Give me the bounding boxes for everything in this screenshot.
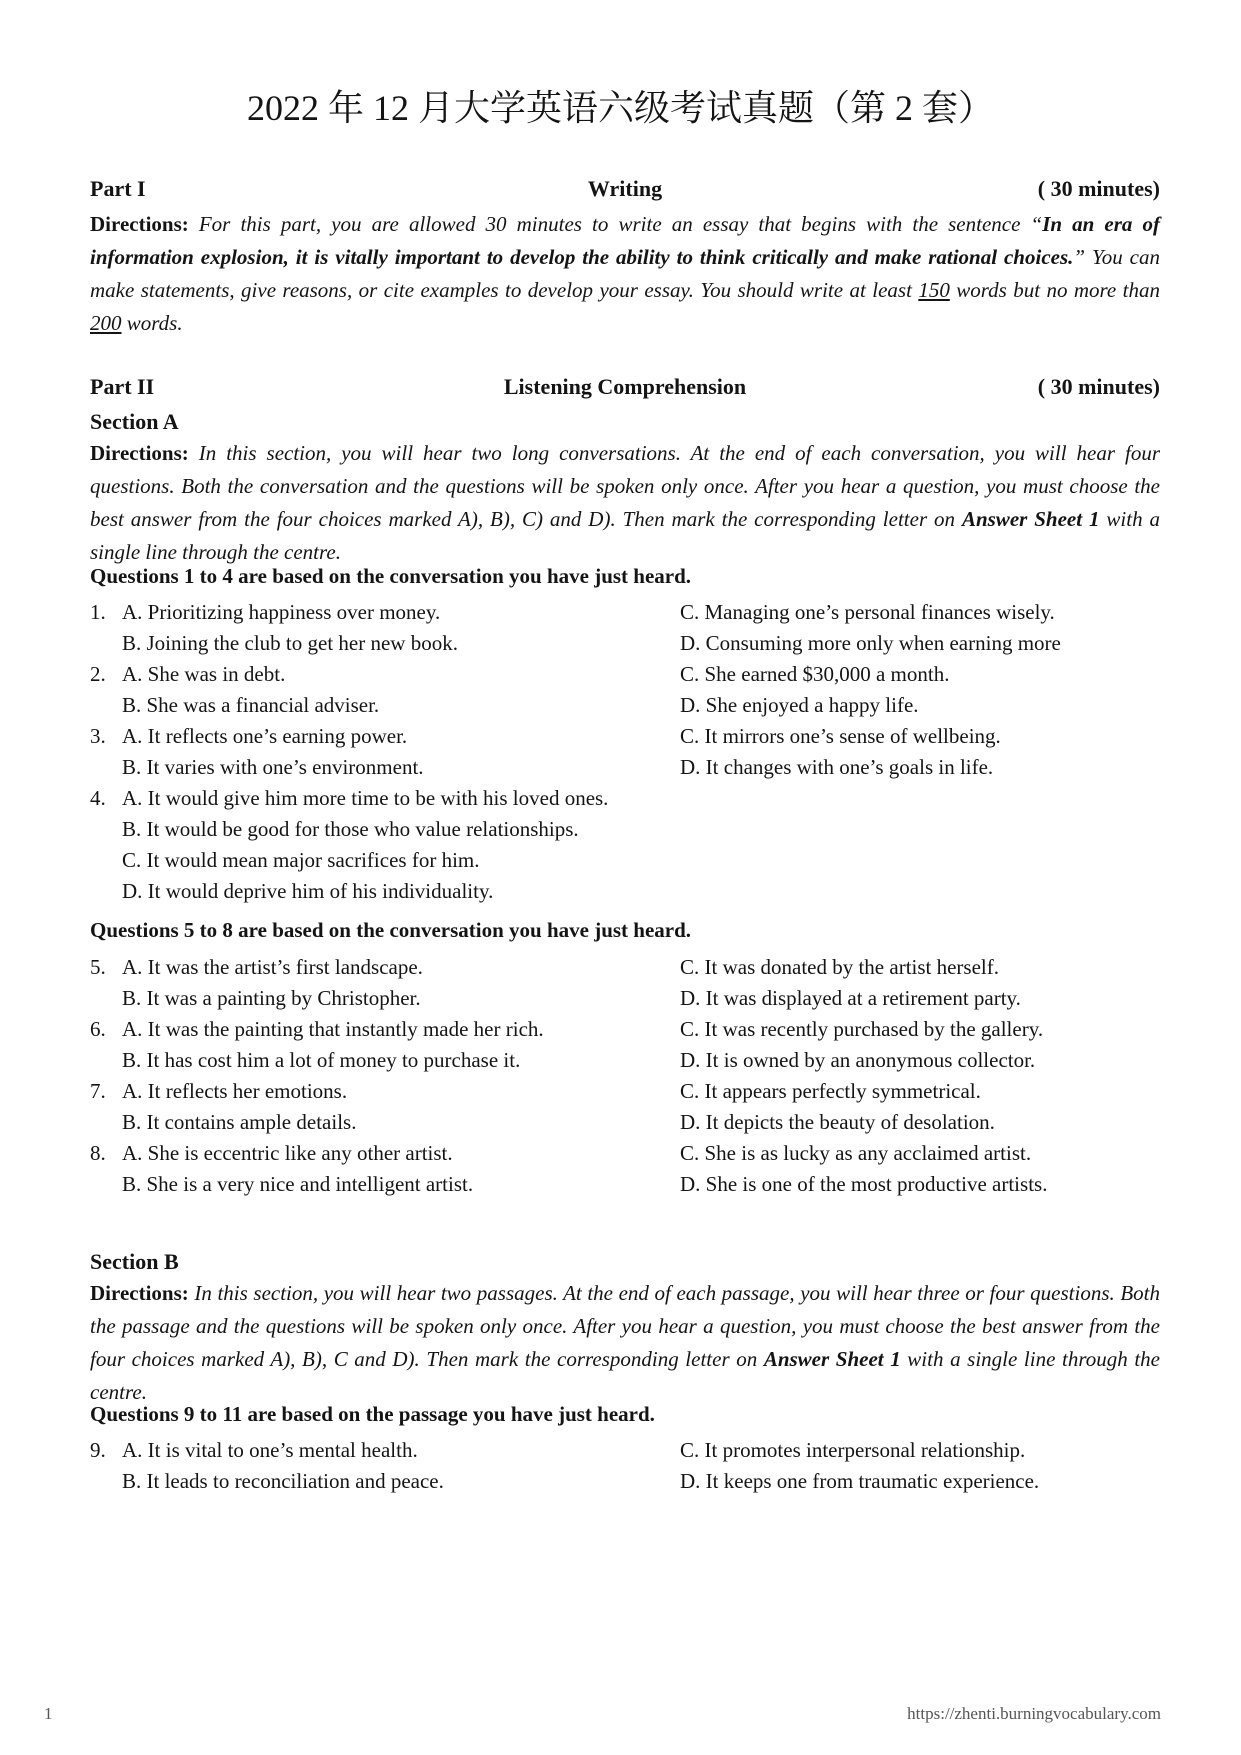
option-b: B. It has cost him a lot of money to purchase it. xyxy=(122,1048,521,1072)
question-4-row3 xyxy=(0,843,1241,878)
answer-sheet-ref: Answer Sheet 1 xyxy=(763,1347,901,1371)
question-6 xyxy=(0,1012,1241,1047)
option-d: D. She enjoyed a happy life. xyxy=(680,693,919,717)
option-a: A. It is vital to one’s mental health. xyxy=(122,1438,418,1462)
option-d: D. It changes with one’s goals in life. xyxy=(680,755,994,779)
option-b: B. She was a financial adviser. xyxy=(122,693,380,717)
option-c: C. Managing one’s personal finances wisely. xyxy=(680,600,1055,624)
question-group-header: Questions 5 to 8 are based on the conversation you have just heard. xyxy=(90,918,692,942)
question-group-header: Questions 1 to 4 are based on the conversation you have just heard. xyxy=(90,564,692,588)
option-d: D. She is one of the most productive artists. xyxy=(680,1172,1048,1196)
question-7 xyxy=(0,1074,1241,1109)
option-b: B. It was a painting by Christopher. xyxy=(122,986,421,1010)
question-number: 1. xyxy=(90,600,106,624)
directions-text: with a single line through the centre. xyxy=(90,1347,1160,1404)
question-number: 3. xyxy=(90,724,106,748)
part1-label: Part I xyxy=(90,176,146,201)
question-group-header: Questions 9 to 11 are based on the passage you have just heard. xyxy=(90,1402,655,1426)
option-c: C. It would mean major sacrifices for him. xyxy=(122,848,480,872)
option-a: A. It would give him more time to be with his loved ones. xyxy=(122,786,609,810)
option-a: A. It was the painting that instantly made her rich. xyxy=(122,1017,544,1041)
option-c: C. She is as lucky as any acclaimed artist. xyxy=(680,1141,1032,1165)
option-d: D. Consuming more only when earning more xyxy=(680,631,1061,655)
option-c: C. She earned $30,000 a month. xyxy=(680,662,950,686)
part2-header xyxy=(90,373,1160,401)
option-b: B. It varies with one’s environment. xyxy=(122,755,424,779)
question-2-row2 xyxy=(0,688,1241,723)
option-b: B. It would be good for those who value relationships. xyxy=(122,817,579,841)
question-9-row2 xyxy=(0,1464,1241,1499)
directions-text: In this section, you will hear two passages. At the end of each passage, you will hear three or four questions. Both the passage and the questions will be spoken only once. After you hear a question, you must choose the best answer from the four choices marked A), B), C and D). Then mark the corresponding letter on xyxy=(90,1281,1160,1371)
question-number: 5. xyxy=(90,955,106,979)
option-c: C. It promotes interpersonal relationship. xyxy=(680,1438,1026,1462)
part1-name: Writing xyxy=(587,176,663,201)
option-c: C. It mirrors one’s sense of wellbeing. xyxy=(680,724,1001,748)
option-d: D. It is owned by an anonymous collector. xyxy=(680,1048,1036,1072)
directions-label: Directions: xyxy=(90,212,189,236)
question-number: 2. xyxy=(90,662,106,686)
question-6-row2 xyxy=(0,1043,1241,1078)
footer-url: https://zhenti.burningvocabulary.com xyxy=(907,1704,1161,1723)
question-8 xyxy=(0,1136,1241,1171)
question-7-row2 xyxy=(0,1105,1241,1140)
question-number: 8. xyxy=(90,1141,106,1165)
part1-header xyxy=(90,175,1160,203)
option-b: B. Joining the club to get her new book. xyxy=(122,631,458,655)
question-5-row2 xyxy=(0,981,1241,1016)
question-2 xyxy=(0,657,1241,692)
option-d: D. It keeps one from traumatic experience. xyxy=(680,1469,1040,1493)
part2-name: Listening Comprehension xyxy=(503,374,747,399)
section-b-directions xyxy=(90,1277,1160,1409)
max-words: 200 xyxy=(90,311,122,335)
question-4 xyxy=(0,781,1241,816)
section-a-title: Section A xyxy=(90,409,179,434)
question-3-row2 xyxy=(0,750,1241,785)
section-a-directions xyxy=(90,437,1160,569)
directions-text: For this part, you are allowed 30 minutes to write an essay that begins with the sentence “ xyxy=(188,212,1043,236)
question-8-row2 xyxy=(0,1167,1241,1202)
directions-text: with a single line through the centre. xyxy=(90,507,1160,564)
page-number: 1 xyxy=(44,1704,53,1723)
question-1 xyxy=(0,595,1241,630)
part2-time: ( 30 minutes) xyxy=(1037,374,1160,399)
option-d: D. It depicts the beauty of desolation. xyxy=(680,1110,995,1134)
question-9 xyxy=(0,1433,1241,1468)
directions-text: words but no more than xyxy=(949,278,1160,302)
option-a: A. She was in debt. xyxy=(122,662,286,686)
question-4-row2 xyxy=(0,812,1241,847)
question-number: 7. xyxy=(90,1079,106,1103)
page-title: 2022 年 12 月大学英语六级考试真题（第 2 套） xyxy=(246,88,994,128)
essay-opening-sentence: In an era of information explosion, it is vitally important to develop the ability to think critically and make rational choices. xyxy=(90,212,1160,269)
option-c: C. It was recently purchased by the gallery. xyxy=(680,1017,1044,1041)
answer-sheet-ref: Answer Sheet 1 xyxy=(961,507,1100,531)
option-c: C. It appears perfectly symmetrical. xyxy=(680,1079,981,1103)
directions-text: words. xyxy=(121,311,183,335)
question-number: 9. xyxy=(90,1438,106,1462)
option-b: B. It leads to reconciliation and peace. xyxy=(122,1469,444,1493)
section-b-title: Section B xyxy=(90,1249,179,1274)
part1-time: ( 30 minutes) xyxy=(1037,176,1160,201)
directions-label: Directions: xyxy=(90,441,189,465)
directions-text: In this section, you will hear two long conversations. At the end of each conversation, you will hear four questions. Both the conversation and the questions will be spoken only once. After you hear a question, you must choose the best answer from the four choices marked A), B), C) and D). Then mark the corresponding letter on xyxy=(90,441,1160,531)
question-number: 6. xyxy=(90,1017,106,1041)
option-b: B. She is a very nice and intelligent artist. xyxy=(122,1172,474,1196)
directions-label: Directions: xyxy=(90,1281,189,1305)
option-a: A. She is eccentric like any other artist. xyxy=(122,1141,453,1165)
question-5 xyxy=(0,950,1241,985)
option-a: A. It reflects her emotions. xyxy=(122,1079,348,1103)
question-1-row2 xyxy=(0,626,1241,661)
option-c: C. It was donated by the artist herself. xyxy=(680,955,999,979)
question-3 xyxy=(0,719,1241,754)
option-d: D. It was displayed at a retirement party. xyxy=(680,986,1021,1010)
min-words: 150 xyxy=(918,278,950,302)
option-a: A. It reflects one’s earning power. xyxy=(122,724,408,748)
part1-directions xyxy=(90,208,1160,340)
option-d: D. It would deprive him of his individuality. xyxy=(122,879,494,903)
option-a: A. It was the artist’s first landscape. xyxy=(122,955,423,979)
option-a: A. Prioritizing happiness over money. xyxy=(122,600,441,624)
part2-label: Part II xyxy=(90,374,155,399)
directions-text: ” You can make statements, give reasons, or cite examples to develop your essay. You should write at least xyxy=(90,245,1160,302)
question-number: 4. xyxy=(90,786,106,810)
question-4-row4 xyxy=(0,874,1241,909)
option-b: B. It contains ample details. xyxy=(122,1110,357,1134)
